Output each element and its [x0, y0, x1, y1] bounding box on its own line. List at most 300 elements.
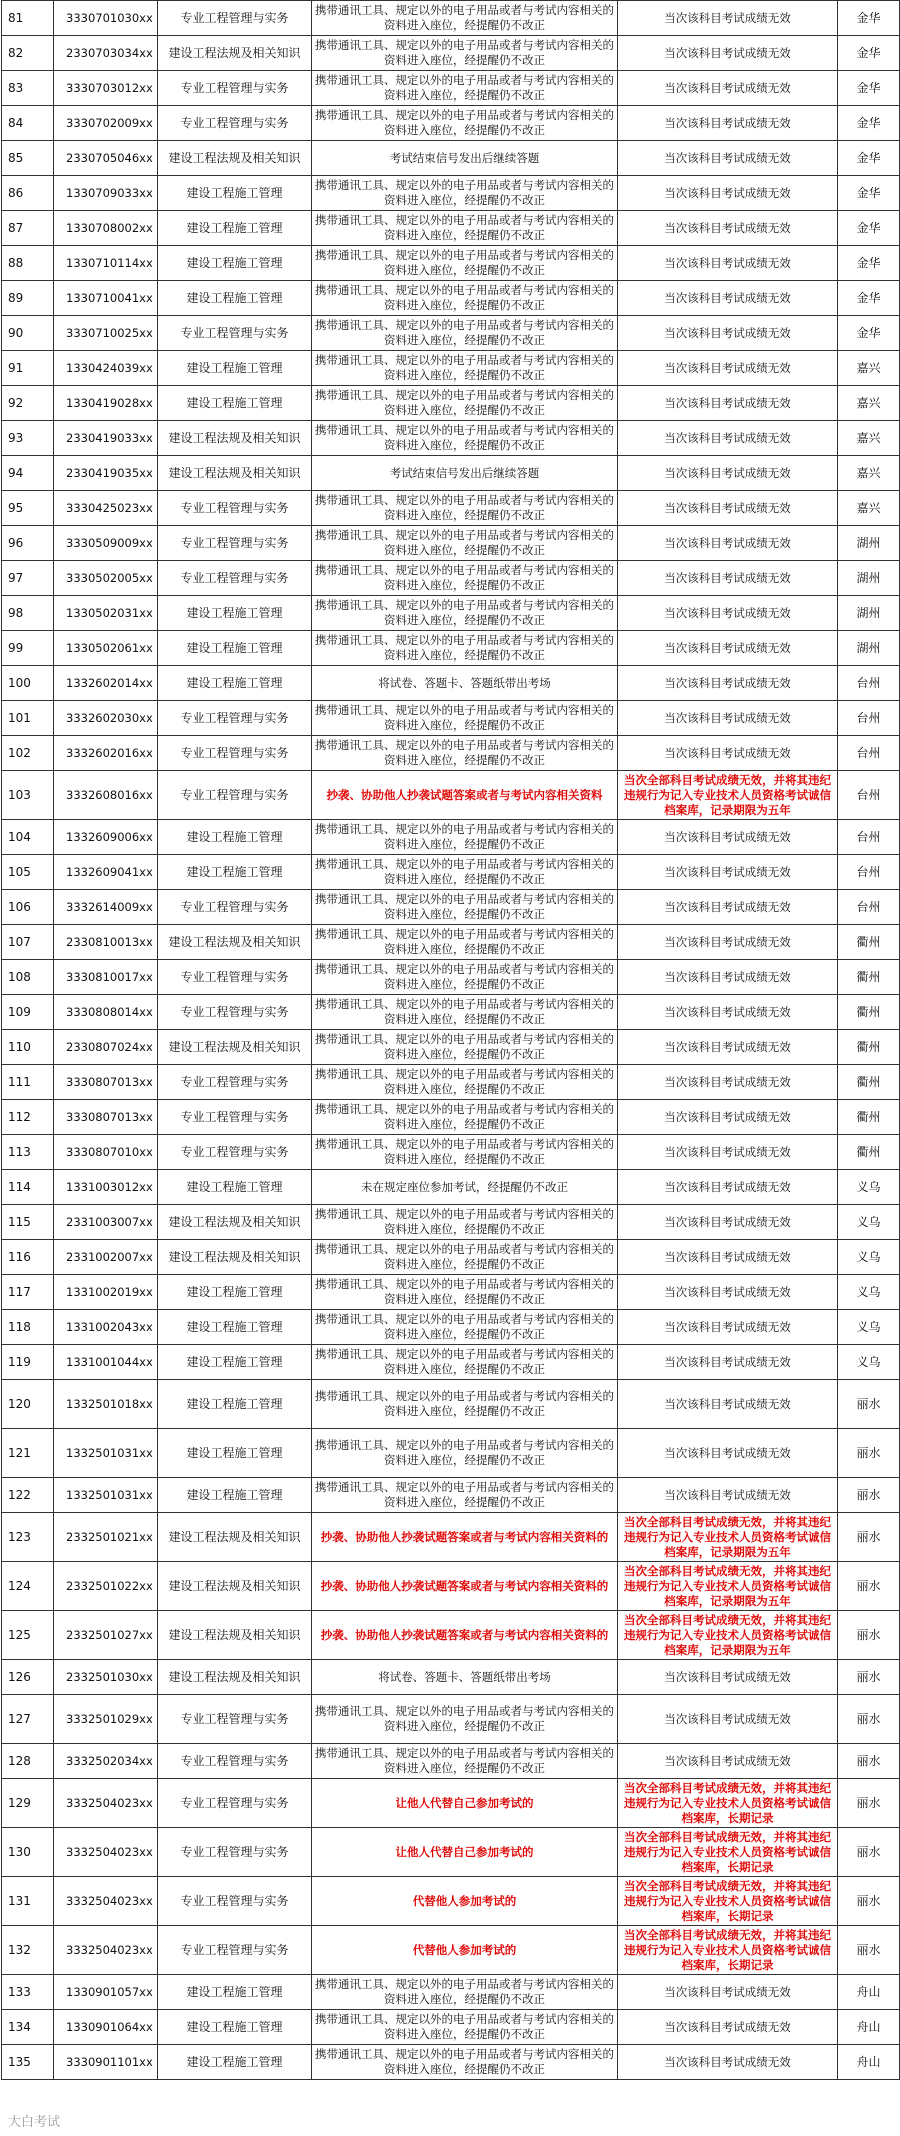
violation-reason: 携带通讯工具、规定以外的电子用品或者与考试内容相关的资料进入座位，经提醒仍不改正	[312, 71, 618, 106]
violation-reason: 携带通讯工具、规定以外的电子用品或者与考试内容相关的资料进入座位，经提醒仍不改正	[312, 995, 618, 1030]
exam-city: 金华	[838, 141, 900, 176]
exam-subject: 专业工程管理与实务	[158, 1779, 312, 1828]
violation-reason: 携带通讯工具、规定以外的电子用品或者与考试内容相关的资料进入座位，经提醒仍不改正	[312, 1310, 618, 1345]
penalty-result: 当次全部科目考试成绩无效，并将其违纪违规行为记入专业技术人员资格考试诚信档案库，长期记录	[618, 1926, 838, 1975]
violation-table-body	[2, 1, 900, 2080]
row-number: 133	[2, 1975, 54, 2010]
watermark: 大白考试	[8, 2115, 61, 2130]
candidate-id: 2331002007xx	[54, 1240, 158, 1275]
exam-city: 湖州	[838, 596, 900, 631]
table-row	[2, 1478, 900, 1513]
penalty-result: 当次该科目考试成绩无效	[618, 36, 838, 71]
penalty-result: 当次该科目考试成绩无效	[618, 736, 838, 771]
penalty-result: 当次该科目考试成绩无效	[618, 890, 838, 925]
exam-subject: 建设工程施工管理	[158, 1478, 312, 1513]
exam-subject: 建设工程施工管理	[158, 855, 312, 890]
candidate-id: 1332602014xx	[54, 666, 158, 701]
exam-subject: 建设工程法规及相关知识	[158, 1513, 312, 1562]
table-row	[2, 281, 900, 316]
exam-city: 金华	[838, 316, 900, 351]
penalty-result: 当次该科目考试成绩无效	[618, 1695, 838, 1744]
penalty-result: 当次该科目考试成绩无效	[618, 386, 838, 421]
row-number: 124	[2, 1562, 54, 1611]
table-row	[2, 701, 900, 736]
exam-city: 衢州	[838, 1100, 900, 1135]
row-number: 130	[2, 1828, 54, 1877]
exam-subject: 建设工程法规及相关知识	[158, 925, 312, 960]
violation-reason: 携带通讯工具、规定以外的电子用品或者与考试内容相关的资料进入座位，经提醒仍不改正	[312, 1380, 618, 1429]
exam-subject: 建设工程施工管理	[158, 211, 312, 246]
penalty-result: 当次该科目考试成绩无效	[618, 1310, 838, 1345]
violation-reason: 未在规定座位参加考试，经提醒仍不改正	[312, 1170, 618, 1205]
violation-reason: 携带通讯工具、规定以外的电子用品或者与考试内容相关的资料进入座位，经提醒仍不改正	[312, 631, 618, 666]
exam-subject: 建设工程法规及相关知识	[158, 1240, 312, 1275]
row-number: 112	[2, 1100, 54, 1135]
exam-subject: 建设工程法规及相关知识	[158, 421, 312, 456]
penalty-result: 当次该科目考试成绩无效	[618, 925, 838, 960]
exam-city: 金华	[838, 106, 900, 141]
penalty-result: 当次全部科目考试成绩无效，并将其违纪违规行为记入专业技术人员资格考试诚信档案库，长期记录	[618, 1779, 838, 1828]
exam-city: 湖州	[838, 561, 900, 596]
table-row	[2, 1877, 900, 1926]
exam-subject: 专业工程管理与实务	[158, 1926, 312, 1975]
violation-reason: 携带通讯工具、规定以外的电子用品或者与考试内容相关的资料进入座位，经提醒仍不改正	[312, 561, 618, 596]
candidate-id: 2331003007xx	[54, 1205, 158, 1240]
exam-city: 金华	[838, 1, 900, 36]
row-number: 131	[2, 1877, 54, 1926]
exam-city: 湖州	[838, 631, 900, 666]
row-number: 110	[2, 1030, 54, 1065]
candidate-id: 1332501018xx	[54, 1380, 158, 1429]
row-number: 88	[2, 246, 54, 281]
table-row	[2, 1030, 900, 1065]
table-row	[2, 1205, 900, 1240]
candidate-id: 2332501022xx	[54, 1562, 158, 1611]
candidate-id: 3332614009xx	[54, 890, 158, 925]
violation-table	[1, 0, 900, 2080]
candidate-id: 3330710025xx	[54, 316, 158, 351]
exam-subject: 建设工程施工管理	[158, 386, 312, 421]
candidate-id: 1330709033xx	[54, 176, 158, 211]
exam-city: 台州	[838, 771, 900, 820]
candidate-id: 3330702009xx	[54, 106, 158, 141]
exam-subject: 建设工程施工管理	[158, 1170, 312, 1205]
row-number: 100	[2, 666, 54, 701]
row-number: 129	[2, 1779, 54, 1828]
row-number: 111	[2, 1065, 54, 1100]
exam-city: 台州	[838, 855, 900, 890]
table-row	[2, 1240, 900, 1275]
penalty-result: 当次该科目考试成绩无效	[618, 1205, 838, 1240]
exam-city: 丽水	[838, 1744, 900, 1779]
penalty-result: 当次该科目考试成绩无效	[618, 281, 838, 316]
exam-city: 丽水	[838, 1380, 900, 1429]
violation-reason: 携带通讯工具、规定以外的电子用品或者与考试内容相关的资料进入座位，经提醒仍不改正	[312, 246, 618, 281]
candidate-id: 2330703034xx	[54, 36, 158, 71]
exam-subject: 专业工程管理与实务	[158, 1828, 312, 1877]
exam-city: 丽水	[838, 1695, 900, 1744]
violation-reason: 携带通讯工具、规定以外的电子用品或者与考试内容相关的资料进入座位，经提醒仍不改正	[312, 1030, 618, 1065]
penalty-result: 当次该科目考试成绩无效	[618, 1030, 838, 1065]
penalty-result: 当次该科目考试成绩无效	[618, 666, 838, 701]
exam-city: 衢州	[838, 960, 900, 995]
violation-reason: 携带通讯工具、规定以外的电子用品或者与考试内容相关的资料进入座位，经提醒仍不改正	[312, 1695, 618, 1744]
violation-reason: 携带通讯工具、规定以外的电子用品或者与考试内容相关的资料进入座位，经提醒仍不改正	[312, 1429, 618, 1478]
violation-reason: 携带通讯工具、规定以外的电子用品或者与考试内容相关的资料进入座位，经提醒仍不改正	[312, 925, 618, 960]
table-row	[2, 36, 900, 71]
penalty-result: 当次该科目考试成绩无效	[618, 1100, 838, 1135]
exam-subject: 专业工程管理与实务	[158, 995, 312, 1030]
penalty-result: 当次该科目考试成绩无效	[618, 1975, 838, 2010]
row-number: 86	[2, 176, 54, 211]
exam-city: 舟山	[838, 1975, 900, 2010]
exam-subject: 建设工程施工管理	[158, 1380, 312, 1429]
exam-subject: 专业工程管理与实务	[158, 526, 312, 561]
candidate-id: 1330708002xx	[54, 211, 158, 246]
exam-city: 丽水	[838, 1779, 900, 1828]
penalty-result: 当次该科目考试成绩无效	[618, 526, 838, 561]
violation-reason: 携带通讯工具、规定以外的电子用品或者与考试内容相关的资料进入座位，经提醒仍不改正	[312, 701, 618, 736]
exam-city: 湖州	[838, 526, 900, 561]
penalty-result: 当次该科目考试成绩无效	[618, 1380, 838, 1429]
violation-reason: 携带通讯工具、规定以外的电子用品或者与考试内容相关的资料进入座位，经提醒仍不改正	[312, 1205, 618, 1240]
candidate-id: 1330419028xx	[54, 386, 158, 421]
table-row	[2, 1380, 900, 1429]
exam-city: 金华	[838, 71, 900, 106]
candidate-id: 1332609006xx	[54, 820, 158, 855]
penalty-result: 当次该科目考试成绩无效	[618, 176, 838, 211]
exam-city: 丽水	[838, 1611, 900, 1660]
row-number: 123	[2, 1513, 54, 1562]
candidate-id: 3330509009xx	[54, 526, 158, 561]
row-number: 91	[2, 351, 54, 386]
exam-subject: 建设工程施工管理	[158, 1345, 312, 1380]
violation-reason: 将试卷、答题卡、答题纸带出考场	[312, 666, 618, 701]
table-row	[2, 1744, 900, 1779]
table-row	[2, 526, 900, 561]
table-row	[2, 386, 900, 421]
exam-city: 丽水	[838, 1513, 900, 1562]
penalty-result: 当次该科目考试成绩无效	[618, 141, 838, 176]
row-number: 98	[2, 596, 54, 631]
violation-reason: 考试结束信号发出后继续答题	[312, 141, 618, 176]
row-number: 118	[2, 1310, 54, 1345]
exam-subject: 专业工程管理与实务	[158, 1135, 312, 1170]
candidate-id: 1332501031xx	[54, 1429, 158, 1478]
penalty-result: 当次该科目考试成绩无效	[618, 421, 838, 456]
candidate-id: 2332501030xx	[54, 1660, 158, 1695]
exam-city: 义乌	[838, 1310, 900, 1345]
violation-reason: 携带通讯工具、规定以外的电子用品或者与考试内容相关的资料进入座位，经提醒仍不改正	[312, 2010, 618, 2045]
table-row	[2, 246, 900, 281]
row-number: 103	[2, 771, 54, 820]
penalty-result: 当次该科目考试成绩无效	[618, 71, 838, 106]
table-row	[2, 211, 900, 246]
penalty-result: 当次该科目考试成绩无效	[618, 855, 838, 890]
table-row	[2, 1660, 900, 1695]
table-row	[2, 1170, 900, 1205]
row-number: 119	[2, 1345, 54, 1380]
candidate-id: 2330705046xx	[54, 141, 158, 176]
candidate-id: 2330807024xx	[54, 1030, 158, 1065]
exam-subject: 建设工程施工管理	[158, 2045, 312, 2080]
exam-city: 义乌	[838, 1240, 900, 1275]
row-number: 117	[2, 1275, 54, 1310]
candidate-id: 3330703012xx	[54, 71, 158, 106]
exam-subject: 专业工程管理与实务	[158, 71, 312, 106]
candidate-id: 3330701030xx	[54, 1, 158, 36]
row-number: 106	[2, 890, 54, 925]
penalty-result: 当次该科目考试成绩无效	[618, 351, 838, 386]
penalty-result: 当次该科目考试成绩无效	[618, 1170, 838, 1205]
penalty-result: 当次全部科目考试成绩无效，并将其违纪违规行为记入专业技术人员资格考试诚信档案库，长期记录	[618, 1877, 838, 1926]
exam-subject: 建设工程施工管理	[158, 1429, 312, 1478]
exam-subject: 专业工程管理与实务	[158, 1, 312, 36]
penalty-result: 当次该科目考试成绩无效	[618, 995, 838, 1030]
violation-reason: 携带通讯工具、规定以外的电子用品或者与考试内容相关的资料进入座位，经提醒仍不改正	[312, 960, 618, 995]
violation-reason: 携带通讯工具、规定以外的电子用品或者与考试内容相关的资料进入座位，经提醒仍不改正	[312, 1744, 618, 1779]
exam-subject: 专业工程管理与实务	[158, 561, 312, 596]
exam-city: 丽水	[838, 1926, 900, 1975]
exam-subject: 建设工程法规及相关知识	[158, 1205, 312, 1240]
row-number: 134	[2, 2010, 54, 2045]
penalty-result: 当次该科目考试成绩无效	[618, 211, 838, 246]
table-row	[2, 736, 900, 771]
penalty-result: 当次该科目考试成绩无效	[618, 1275, 838, 1310]
violation-reason: 携带通讯工具、规定以外的电子用品或者与考试内容相关的资料进入座位，经提醒仍不改正	[312, 1275, 618, 1310]
row-number: 102	[2, 736, 54, 771]
exam-city: 丽水	[838, 1660, 900, 1695]
table-row	[2, 820, 900, 855]
penalty-result: 当次该科目考试成绩无效	[618, 1135, 838, 1170]
exam-city: 金华	[838, 246, 900, 281]
exam-subject: 专业工程管理与实务	[158, 960, 312, 995]
table-row	[2, 1779, 900, 1828]
row-number: 90	[2, 316, 54, 351]
violation-reason: 携带通讯工具、规定以外的电子用品或者与考试内容相关的资料进入座位，经提醒仍不改正	[312, 176, 618, 211]
violation-reason: 抄袭、协助他人抄袭试题答案或者与考试内容相关资料的	[312, 1562, 618, 1611]
exam-city: 金华	[838, 176, 900, 211]
candidate-id: 3330807013xx	[54, 1100, 158, 1135]
exam-city: 丽水	[838, 1562, 900, 1611]
table-row	[2, 960, 900, 995]
exam-subject: 建设工程法规及相关知识	[158, 1562, 312, 1611]
table-row	[2, 925, 900, 960]
candidate-id: 1330901057xx	[54, 1975, 158, 2010]
candidate-id: 2332501021xx	[54, 1513, 158, 1562]
exam-subject: 专业工程管理与实务	[158, 736, 312, 771]
penalty-result: 当次该科目考试成绩无效	[618, 2010, 838, 2045]
candidate-id: 1331001044xx	[54, 1345, 158, 1380]
table-row	[2, 421, 900, 456]
exam-subject: 建设工程法规及相关知识	[158, 1660, 312, 1695]
exam-subject: 建设工程法规及相关知识	[158, 141, 312, 176]
violation-reason: 抄袭、协助他人抄袭试题答案或者与考试内容相关资料的	[312, 1513, 618, 1562]
table-row	[2, 1275, 900, 1310]
table-row	[2, 2010, 900, 2045]
table-row	[2, 1828, 900, 1877]
exam-subject: 专业工程管理与实务	[158, 1100, 312, 1135]
exam-city: 台州	[838, 666, 900, 701]
row-number: 95	[2, 491, 54, 526]
exam-city: 丽水	[838, 1877, 900, 1926]
row-number: 115	[2, 1205, 54, 1240]
candidate-id: 3332608016xx	[54, 771, 158, 820]
exam-city: 台州	[838, 701, 900, 736]
row-number: 89	[2, 281, 54, 316]
penalty-result: 当次该科目考试成绩无效	[618, 561, 838, 596]
exam-subject: 专业工程管理与实务	[158, 1695, 312, 1744]
table-row	[2, 141, 900, 176]
violation-reason: 携带通讯工具、规定以外的电子用品或者与考试内容相关的资料进入座位，经提醒仍不改正	[312, 36, 618, 71]
exam-city: 义乌	[838, 1345, 900, 1380]
candidate-id: 1330502031xx	[54, 596, 158, 631]
penalty-result: 当次全部科目考试成绩无效，并将其违纪违规行为记入专业技术人员资格考试诚信档案库，记录期限为五年	[618, 1562, 838, 1611]
penalty-result: 当次该科目考试成绩无效	[618, 1744, 838, 1779]
candidate-id: 1330710114xx	[54, 246, 158, 281]
violation-reason: 让他人代替自己参加考试的	[312, 1828, 618, 1877]
row-number: 85	[2, 141, 54, 176]
exam-city: 义乌	[838, 1170, 900, 1205]
row-number: 125	[2, 1611, 54, 1660]
table-row	[2, 1611, 900, 1660]
candidate-id: 3330807010xx	[54, 1135, 158, 1170]
penalty-result: 当次该科目考试成绩无效	[618, 1345, 838, 1380]
candidate-id: 3332504023xx	[54, 1926, 158, 1975]
row-number: 83	[2, 71, 54, 106]
exam-city: 台州	[838, 736, 900, 771]
row-number: 81	[2, 1, 54, 36]
violation-reason: 携带通讯工具、规定以外的电子用品或者与考试内容相关的资料进入座位，经提醒仍不改正	[312, 386, 618, 421]
candidate-id: 3332501029xx	[54, 1695, 158, 1744]
violation-reason: 代替他人参加考试的	[312, 1926, 618, 1975]
exam-city: 金华	[838, 211, 900, 246]
exam-city: 舟山	[838, 2010, 900, 2045]
exam-city: 嘉兴	[838, 456, 900, 491]
violation-reason: 携带通讯工具、规定以外的电子用品或者与考试内容相关的资料进入座位，经提醒仍不改正	[312, 1135, 618, 1170]
table-row	[2, 1429, 900, 1478]
row-number: 105	[2, 855, 54, 890]
exam-city: 丽水	[838, 1478, 900, 1513]
violation-reason: 携带通讯工具、规定以外的电子用品或者与考试内容相关的资料进入座位，经提醒仍不改正	[312, 421, 618, 456]
table-row	[2, 561, 900, 596]
exam-subject: 建设工程施工管理	[158, 351, 312, 386]
row-number: 121	[2, 1429, 54, 1478]
table-row	[2, 1, 900, 36]
exam-city: 衢州	[838, 1030, 900, 1065]
exam-subject: 建设工程施工管理	[158, 1310, 312, 1345]
table-row	[2, 1310, 900, 1345]
candidate-id: 3330425023xx	[54, 491, 158, 526]
row-number: 132	[2, 1926, 54, 1975]
row-number: 126	[2, 1660, 54, 1695]
penalty-result: 当次该科目考试成绩无效	[618, 960, 838, 995]
violation-reason: 携带通讯工具、规定以外的电子用品或者与考试内容相关的资料进入座位，经提醒仍不改正	[312, 106, 618, 141]
exam-city: 丽水	[838, 1828, 900, 1877]
violation-reason: 携带通讯工具、规定以外的电子用品或者与考试内容相关的资料进入座位，经提醒仍不改正	[312, 1478, 618, 1513]
table-row	[2, 596, 900, 631]
exam-city: 嘉兴	[838, 386, 900, 421]
violation-reason: 考试结束信号发出后继续答题	[312, 456, 618, 491]
violation-reason: 携带通讯工具、规定以外的电子用品或者与考试内容相关的资料进入座位，经提醒仍不改正	[312, 1345, 618, 1380]
table-row	[2, 491, 900, 526]
row-number: 93	[2, 421, 54, 456]
row-number: 135	[2, 2045, 54, 2080]
violation-reason: 携带通讯工具、规定以外的电子用品或者与考试内容相关的资料进入座位，经提醒仍不改正	[312, 1975, 618, 2010]
row-number: 116	[2, 1240, 54, 1275]
penalty-result: 当次该科目考试成绩无效	[618, 1660, 838, 1695]
penalty-result: 当次全部科目考试成绩无效，并将其违纪违规行为记入专业技术人员资格考试诚信档案库，记录期限为五年	[618, 1513, 838, 1562]
exam-city: 嘉兴	[838, 491, 900, 526]
candidate-id: 3332504023xx	[54, 1877, 158, 1926]
table-row	[2, 890, 900, 925]
penalty-result: 当次该科目考试成绩无效	[618, 2045, 838, 2080]
penalty-result: 当次该科目考试成绩无效	[618, 246, 838, 281]
violation-reason: 抄袭、协助他人抄袭试题答案或者与考试内容相关资料的	[312, 1611, 618, 1660]
row-number: 84	[2, 106, 54, 141]
row-number: 109	[2, 995, 54, 1030]
table-row	[2, 666, 900, 701]
violation-reason: 携带通讯工具、规定以外的电子用品或者与考试内容相关的资料进入座位，经提醒仍不改正	[312, 1240, 618, 1275]
exam-subject: 专业工程管理与实务	[158, 1877, 312, 1926]
exam-subject: 专业工程管理与实务	[158, 701, 312, 736]
penalty-result: 当次全部科目考试成绩无效，并将其违纪违规行为记入专业技术人员资格考试诚信档案库，记录期限为五年	[618, 771, 838, 820]
violation-reason: 让他人代替自己参加考试的	[312, 1779, 618, 1828]
table-row	[2, 351, 900, 386]
violation-reason: 携带通讯工具、规定以外的电子用品或者与考试内容相关的资料进入座位，经提醒仍不改正	[312, 596, 618, 631]
exam-city: 义乌	[838, 1205, 900, 1240]
row-number: 99	[2, 631, 54, 666]
candidate-id: 2330419033xx	[54, 421, 158, 456]
penalty-result: 当次该科目考试成绩无效	[618, 1240, 838, 1275]
exam-subject: 建设工程法规及相关知识	[158, 36, 312, 71]
exam-city: 丽水	[838, 1429, 900, 1478]
candidate-id: 3330901101xx	[54, 2045, 158, 2080]
exam-subject: 建设工程施工管理	[158, 246, 312, 281]
table-row	[2, 176, 900, 211]
table-row	[2, 1345, 900, 1380]
exam-city: 金华	[838, 281, 900, 316]
exam-subject: 建设工程法规及相关知识	[158, 1030, 312, 1065]
violation-reason: 携带通讯工具、规定以外的电子用品或者与考试内容相关的资料进入座位，经提醒仍不改正	[312, 855, 618, 890]
violation-reason: 携带通讯工具、规定以外的电子用品或者与考试内容相关的资料进入座位，经提醒仍不改正	[312, 281, 618, 316]
table-row	[2, 1926, 900, 1975]
exam-city: 台州	[838, 820, 900, 855]
candidate-id: 1330424039xx	[54, 351, 158, 386]
candidate-id: 1332501031xx	[54, 1478, 158, 1513]
row-number: 101	[2, 701, 54, 736]
candidate-id: 3330808014xx	[54, 995, 158, 1030]
violation-reason: 代替他人参加考试的	[312, 1877, 618, 1926]
exam-subject: 建设工程施工管理	[158, 1275, 312, 1310]
exam-subject: 专业工程管理与实务	[158, 1065, 312, 1100]
candidate-id: 2330810013xx	[54, 925, 158, 960]
table-row	[2, 1065, 900, 1100]
penalty-result: 当次该科目考试成绩无效	[618, 1065, 838, 1100]
table-row	[2, 2045, 900, 2080]
penalty-result: 当次该科目考试成绩无效	[618, 596, 838, 631]
exam-city: 衢州	[838, 1135, 900, 1170]
candidate-id: 3330810017xx	[54, 960, 158, 995]
penalty-result: 当次该科目考试成绩无效	[618, 456, 838, 491]
penalty-result: 当次该科目考试成绩无效	[618, 701, 838, 736]
exam-subject: 建设工程施工管理	[158, 176, 312, 211]
exam-subject: 建设工程施工管理	[158, 666, 312, 701]
exam-city: 衢州	[838, 925, 900, 960]
candidate-id: 3332502034xx	[54, 1744, 158, 1779]
table-row	[2, 771, 900, 820]
table-row	[2, 995, 900, 1030]
